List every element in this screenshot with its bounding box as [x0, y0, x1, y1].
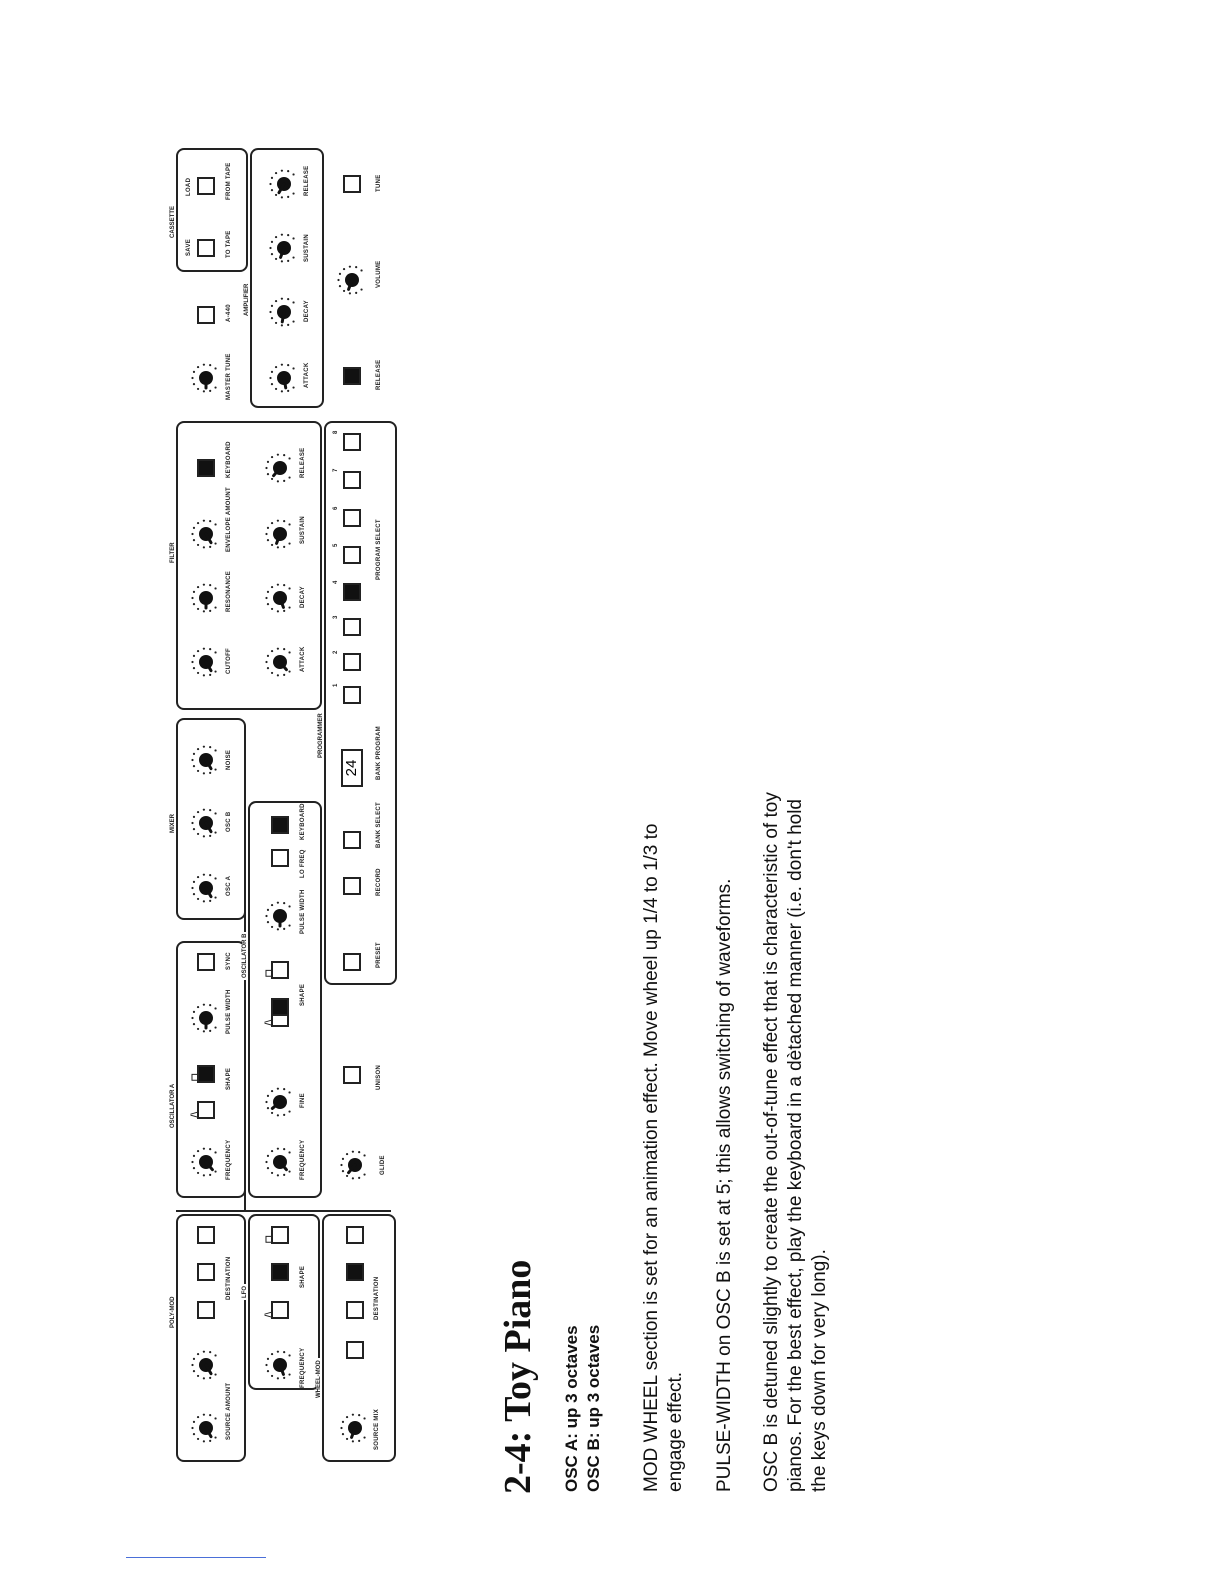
section-label-filter: FILTER — [170, 542, 176, 563]
label-volume: VOLUME — [376, 260, 382, 288]
filter-envelope-amount-knob[interactable] — [191, 519, 221, 549]
filt-env-osc-b-knob[interactable] — [191, 1413, 221, 1443]
label-program_select: PROGRAM SELECT — [376, 519, 382, 580]
pw-a-button[interactable] — [197, 1263, 215, 1281]
osc-a-frequency-knob[interactable] — [191, 1147, 221, 1177]
label-tune: TUNE — [376, 174, 382, 192]
osc-b-shape-tri-button[interactable] — [271, 998, 289, 1016]
load-from-tape-button[interactable] — [197, 177, 215, 195]
program-number-4: 4 — [333, 580, 339, 584]
panel-divider-vertical — [176, 1210, 391, 1212]
amp-attack-knob[interactable] — [269, 363, 299, 393]
lfo-square-glyph: ⊓ — [262, 1234, 276, 1244]
filter-release-knob[interactable] — [265, 453, 295, 483]
label-osc-b-pulse-width: PULSE WIDTH — [300, 889, 306, 934]
program-select-button-8[interactable] — [343, 433, 361, 451]
unison-button[interactable] — [343, 1066, 361, 1084]
save-to-tape-button[interactable] — [197, 239, 215, 257]
osc-b-lo-freq-button[interactable] — [271, 849, 289, 867]
label-master_tune: MASTER TUNE — [226, 353, 232, 400]
section-label-mixer: MIXER — [170, 813, 176, 833]
label-lfo-shape: SHAPE — [300, 1265, 306, 1288]
label-unison: UNISON — [376, 1064, 382, 1090]
mixer-osc-b-knob[interactable] — [191, 808, 221, 838]
paragraph-osc-b-detune: OSC B is detuned slightly to create the out-of-tune effect that is characteristic of toy pianos. For the best effect, play the keyboard in a dètached manner (i.e. don't hold the keys down for very long). — [761, 792, 830, 1492]
label-osc-a-pulse-width: PULSE WIDTH — [226, 989, 232, 1034]
osc-a-square-glyph: ⊓ — [188, 1072, 202, 1082]
master-tune-knob[interactable] — [191, 363, 221, 393]
label-filter-attack: ATTACK — [300, 646, 306, 672]
release-button[interactable] — [343, 367, 361, 385]
wheel-pw-a-button[interactable] — [346, 1226, 364, 1244]
label-resonance: RESONANCE — [226, 570, 232, 612]
paragraph-pulse-width: PULSE-WIDTH on OSC B is set at 5; this allows switching of waveforms. — [714, 878, 735, 1492]
a-440-button[interactable] — [197, 306, 215, 324]
lfo-shape-tri-button[interactable] — [271, 1263, 289, 1281]
label-fine: FINE — [300, 1093, 306, 1108]
section-label-wheel_mod: WHEEL-MOD — [316, 1360, 322, 1398]
label-envelope_amount: ENVELOPE AMOUNT — [226, 487, 232, 552]
program-number-7: 7 — [333, 468, 339, 472]
freq-b-button[interactable] — [346, 1341, 364, 1359]
mixer-osc-a-knob[interactable] — [191, 873, 221, 903]
label-source_mix: SOURCE MIX — [374, 1408, 380, 1450]
label-source_amount: SOURCE AMOUNT — [226, 1382, 232, 1440]
label-osc-a-shape: SHAPE — [226, 1067, 232, 1090]
section-label-amplifier: AMPLIFIER — [244, 283, 250, 316]
program-select-button-2[interactable] — [343, 653, 361, 671]
osc-a-pulse-width-knob[interactable] — [191, 1003, 221, 1033]
label-to_tape: TO TAPE — [226, 230, 232, 258]
section-label-cassette: CASSETTE — [170, 205, 176, 238]
program-select-button-6[interactable] — [343, 509, 361, 527]
bank-program-display: 24 — [341, 749, 363, 787]
label-bank_program: BANK PROGRAM — [376, 726, 382, 780]
label-poly-mod-destination: DESTINATION — [226, 1256, 232, 1300]
poly-mod-filter-button[interactable] — [197, 1226, 215, 1244]
osc-b-saw-glyph: /\ — [262, 1019, 276, 1026]
label-preset: PRESET — [376, 942, 382, 968]
freq-a-button[interactable] — [197, 1301, 215, 1319]
label-release-button: RELEASE — [376, 359, 382, 390]
paragraph-mod-wheel: MOD WHEEL section is set for an animation effect. Move wheel up 1/4 to 1/3 to engage effect. — [641, 823, 686, 1492]
program-select-button-1[interactable] — [343, 686, 361, 704]
filter-keyboard-button[interactable] — [197, 459, 215, 477]
label-record: RECORD — [376, 868, 382, 896]
section-label-osc_b: OSCILLATOR B — [242, 933, 248, 978]
label-amp-sustain: SUSTAIN — [304, 234, 310, 262]
label-sync: SYNC — [226, 952, 232, 970]
footer-rule — [126, 1557, 266, 1558]
mixer-noise-knob[interactable] — [191, 745, 221, 775]
label-filter-decay: DECAY — [300, 586, 306, 608]
label-amp-attack: ATTACK — [304, 362, 310, 388]
filter-resonance-knob[interactable] — [191, 583, 221, 613]
label-osc-b-keyboard: KEYBOARD — [300, 803, 306, 840]
amp-release-knob[interactable] — [269, 169, 299, 199]
osc-a-saw-glyph: /\ — [188, 1111, 202, 1118]
label-load: LOAD — [186, 177, 192, 196]
osc-b-square-glyph: ⊓ — [262, 968, 276, 978]
program-number-6: 6 — [333, 506, 339, 510]
label-osc_b_mix: OSC B — [226, 811, 232, 832]
tune-button[interactable] — [343, 175, 361, 193]
lfo-frequency-knob[interactable] — [265, 1350, 295, 1380]
program-number-3: 3 — [333, 615, 339, 619]
program-select-button-3[interactable] — [343, 618, 361, 636]
source-mix-knob[interactable] — [340, 1413, 370, 1443]
label-osc-b-shape: SHAPE — [300, 983, 306, 1006]
osc-b-frequency-knob[interactable] — [265, 1147, 295, 1177]
program-number-5: 5 — [333, 543, 339, 547]
program-select-button-4[interactable] — [343, 583, 361, 601]
label-from_tape: FROM TAPE — [226, 162, 232, 200]
filter-cutoff-knob[interactable] — [191, 647, 221, 677]
label-osc_a_mix: OSC A — [226, 875, 232, 896]
label-amp-release: RELEASE — [304, 165, 310, 196]
label-filter-release: RELEASE — [300, 447, 306, 478]
wheel-freq-a-button[interactable] — [346, 1263, 364, 1281]
preset-button[interactable] — [343, 953, 361, 971]
program-number-1: 1 — [333, 683, 339, 687]
volume-knob[interactable] — [337, 265, 367, 295]
label-osc-b-frequency: FREQUENCY — [300, 1139, 306, 1180]
osc-b-fine-knob[interactable] — [265, 1087, 295, 1117]
label-amp-decay: DECAY — [304, 300, 310, 322]
label-noise_mix: NOISE — [226, 749, 232, 770]
section-label-programmer: PROGRAMMER — [318, 713, 324, 758]
label-lfo-frequency: FREQUENCY — [300, 1347, 306, 1388]
label-glide: GLIDE — [380, 1155, 386, 1175]
program-number-8: 8 — [333, 430, 339, 434]
label-a_440: A-440 — [226, 304, 232, 322]
label-lo_freq: LO FREQ — [300, 849, 306, 878]
osc-a-sync-button[interactable] — [197, 953, 215, 971]
lfo-saw-glyph: /\ — [262, 1311, 276, 1318]
label-cutoff: CUTOFF — [226, 647, 232, 674]
filter-sustain-knob[interactable] — [265, 519, 295, 549]
amp-sustain-knob[interactable] — [269, 233, 299, 263]
record-button[interactable] — [343, 877, 361, 895]
filter-attack-knob[interactable] — [265, 647, 295, 677]
osc-b-setting: OSC B: up 3 octaves — [584, 1324, 603, 1492]
page-title: 2-4: Toy Piano — [497, 1259, 539, 1494]
osc-b-pulse-width-knob[interactable] — [265, 901, 295, 931]
section-label-lfo: LFO — [242, 1286, 248, 1298]
label-bank_select: BANK SELECT — [376, 802, 382, 848]
label-save: SAVE — [186, 238, 192, 256]
glide-knob[interactable] — [340, 1150, 370, 1180]
osc-b-keyboard-button[interactable] — [271, 816, 289, 834]
label-osc-a-frequency: FREQUENCY — [226, 1139, 232, 1180]
section-label-osc_a: OSCILLATOR A — [170, 1083, 176, 1128]
program-select-button-5[interactable] — [343, 546, 361, 564]
bank-select-button[interactable] — [343, 831, 361, 849]
label-wheel-mod-destination: DESTINATION — [374, 1276, 380, 1320]
section-label-poly_mod: POLY-MOD — [170, 1296, 176, 1328]
source-amount-knob[interactable] — [191, 1350, 221, 1380]
program-number-2: 2 — [333, 650, 339, 654]
osc-a-setting: OSC A: up 3 octaves — [562, 1325, 581, 1492]
program-select-button-7[interactable] — [343, 471, 361, 489]
label-filter-sustain: SUSTAIN — [300, 516, 306, 544]
filter-decay-knob[interactable] — [265, 583, 295, 613]
label-filter-keyboard: KEYBOARD — [226, 441, 232, 478]
pw-b-button[interactable] — [346, 1301, 364, 1319]
amp-decay-knob[interactable] — [269, 297, 299, 327]
